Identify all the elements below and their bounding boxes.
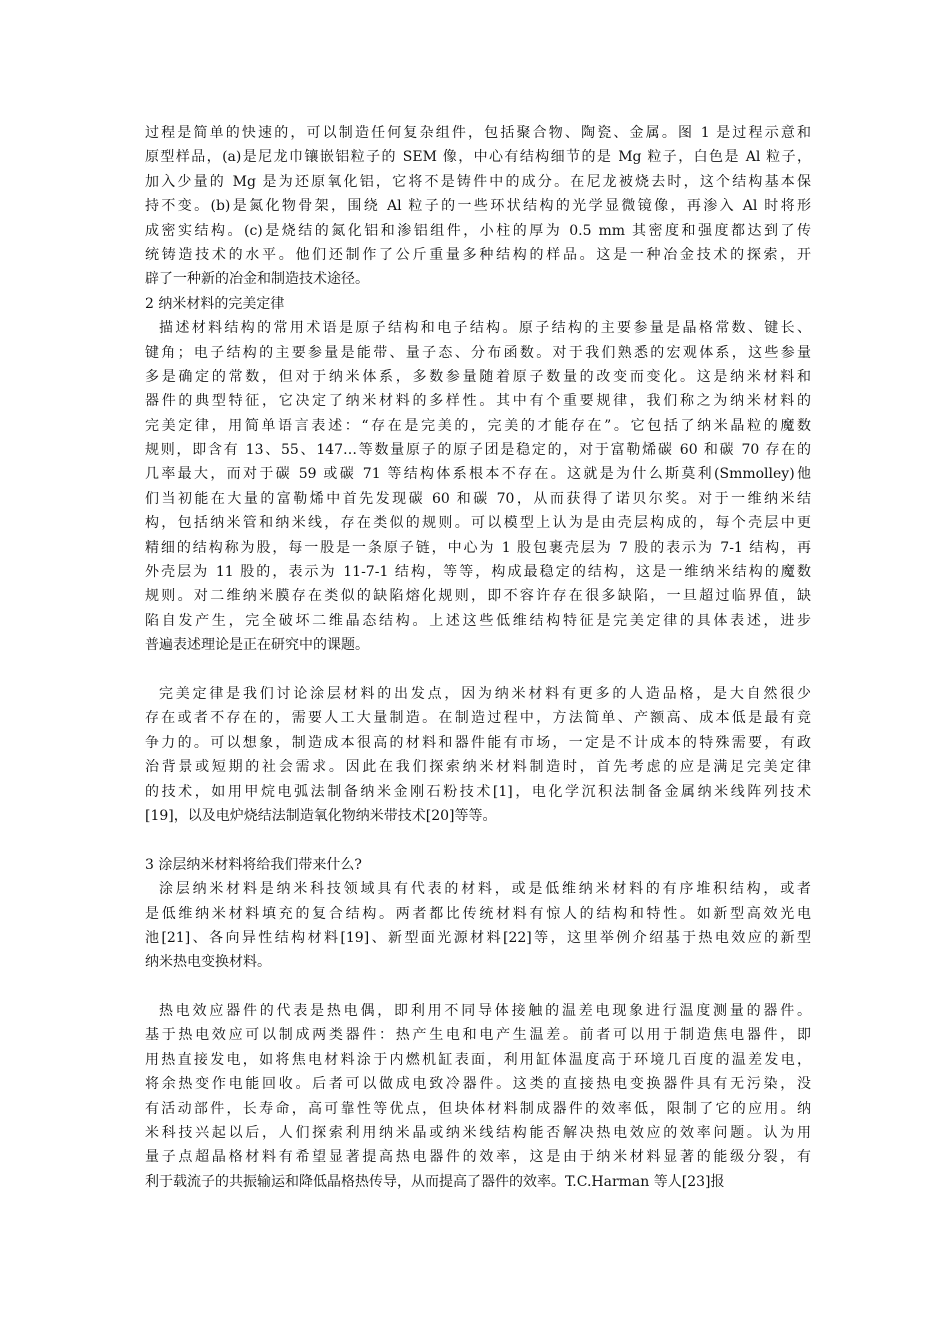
- text-line: 原型样品，(a)是尼龙巾镶嵌铝粒子的 SEM 像，中心有结构细节的是 Mg 粒子，白色是 Al 粒子，: [145, 149, 811, 166]
- text-line: 用热直接发电，如将焦电材料涂于内燃机缸表面，利用缸体温度高于环境几百度的温差发电，: [145, 1051, 811, 1068]
- text-line: 热电效应器件的代表是热电偶，即利用不同导体接触的温差电现象进行温度测量的器件。: [159, 1003, 811, 1020]
- text-line: 涂层纳米材料是纳米科技领域具有代表的材料，或是低维纳米材料的有序堆积结构，或者: [159, 881, 811, 898]
- paragraph: [145, 121, 811, 292]
- section-heading: 2 纳米材料的完美定律: [145, 295, 285, 312]
- text-line: 规则，即含有 13、55、147…等数量原子的原子团是稳定的，对于富勒烯碳 60 和碳 70 存在的: [145, 442, 811, 459]
- paragraph: [145, 682, 811, 828]
- paragraph-spacer: [145, 828, 811, 852]
- text-line: 治背景或短期的社会需求。因此在我们探索纳米材料制造时，首先考虑的应是满足完美定律: [145, 759, 811, 776]
- text-line: 争力的。可以想象，制造成本很高的材料和器件能有市场，一定是不计成本的特殊需要，有政: [145, 734, 811, 751]
- paragraph-spacer: [145, 658, 811, 682]
- text-line: 器件的典型特征，它决定了纳米材料的多样性。其中有个重要规律，我们称之为纳米材料的: [145, 393, 811, 410]
- paragraph-spacer: [145, 975, 811, 999]
- text-line: 有活动部件，长寿命，高可靠性等优点，但块体材料制成器件的效率低，限制了它的应用。纳: [145, 1100, 811, 1117]
- text-line: 纳米热电变换材料。: [145, 954, 271, 971]
- text-line: 外壳层为 11 股的，表示为 11-7-1 结构，等等，构成最稳定的结构，这是一维纳米结构的魔数: [145, 564, 811, 581]
- text-line: 描述材料结构的常用术语是原子结构和电子结构。原子结构的主要参量是晶格常数、键长、: [159, 320, 811, 337]
- text-line: 普遍表述理论是正在研究中的课题。: [145, 637, 369, 654]
- text-line: 的技术，如用甲烷电弧法制备纳米金刚石粉技术[1]，电化学沉积法制备金属纳米线阵列技术: [145, 783, 811, 800]
- text-line: 完美定律，用简单语言表述：“存在是完美的，完美的才能存在”。它包括了纳米晶粒的魔数: [145, 417, 811, 434]
- text-line: 几率最大，而对于碳 59 或碳 71 等结构体系根本不存在。这就是为什么斯莫利(Smmolley)他: [145, 466, 811, 483]
- text-line: 规则。对二维纳米膜存在类似的缺陷熔化规则，即不容许存在很多缺陷，一旦超过临界值，缺: [145, 588, 811, 605]
- text-line: 持不变。(b)是氮化物骨架，围绕 Al 粒子的一些环状结构的光学显微镜像，再渗入 Al 时将形: [145, 198, 811, 215]
- section-heading: 3 涂层纳米材料将给我们带来什么?: [145, 856, 362, 873]
- text-line: 池[21]、各向异性结构材料[19]、新型面光源材料[22]等，这里举例介绍基于热电效应的新型: [145, 929, 811, 946]
- text-line: 将余热变作电能回收。后者可以做成电致冷器件。这类的直接热电变换器件具有无污染，没: [145, 1076, 811, 1093]
- text-line: [19]，以及电炉烧结法制造氧化物纳米带技术[20]等等。: [145, 807, 497, 824]
- text-line: 量子点超晶格材料有希望显著提高热电器件的效率，这是由于纳米材料显著的能级分裂，有: [145, 1149, 811, 1166]
- text-line: 是低维纳米材料填充的复合结构。两者都比传统材料有惊人的结构和特性。如新型高效光电: [145, 905, 811, 922]
- text-line: 统铸造技术的水平。他们还制作了公斤重量多种结构的样品。这是一种冶金技术的探索，开: [145, 246, 811, 263]
- text-line: 过程是简单的快速的，可以制造任何复杂组件，包括聚合物、陶瓷、金属。图 1 是过程示意和: [145, 125, 811, 141]
- text-line: 辟了一种新的冶金和制造技术途径。: [145, 271, 369, 288]
- text-line: 精细的结构称为股，每一股是一条原子链，中心为 1 股包裹壳层为 7 股的表示为 7-1 结构，再: [145, 539, 811, 556]
- text-line: 构，包括纳米管和纳米线，存在类似的规则。可以模型上认为是由壳层构成的，每个壳层中更: [145, 515, 811, 532]
- text-line: 米科技兴起以后，人们探索利用纳米晶或纳米线结构能否解决热电效应的效率问题。认为用: [145, 1125, 811, 1142]
- text-line: 陷自发产生，完全破坏二维晶态结构。上述这些低维结构特征是完美定律的具体表述，进步: [145, 612, 811, 629]
- text-line: 们当初能在大量的富勒烯中首先发现碳 60 和碳 70，从而获得了诺贝尔奖。对于一维纳米结: [145, 490, 811, 507]
- paragraph: [145, 316, 811, 657]
- text-line: 成密实结构。(c)是烧结的氮化铝和渗铝组件，小柱的厚为 0.5 mm 其密度和强度都达到了传: [145, 222, 811, 239]
- text-line: 完美定律是我们讨论涂层材料的出发点，因为纳米材料有更多的人造品格，是大自然很少: [159, 685, 811, 702]
- text-line: 加入少量的 Mg 是为还原氧化铝，它将不是铸件中的成分。在尼龙被烧去时，这个结构基本保: [145, 173, 811, 190]
- text-line: 多是确定的常数，但对于纳米体系，多数参量随着原子数量的改变而变化。这是纳米材料和: [145, 368, 811, 385]
- text-line: 利于载流子的共振输运和降低晶格热传导，从而提高了器件的效率。T.C.Harman 等人[23]报: [145, 1173, 725, 1190]
- paragraph: [145, 877, 811, 975]
- text-line: 基于热电效应可以制成两类器件：热产生电和电产生温差。前者可以用于制造焦电器件，即: [145, 1027, 811, 1044]
- paragraph: [145, 999, 811, 1194]
- text-line: 存在或者不存在的，需要人工大量制造。在制造过程中，方法简单、产额高、成本低是最有竞: [145, 710, 811, 727]
- document-body: [145, 121, 811, 1194]
- text-line: 键角；电子结构的主要参量是能带、量子态、分布函数。对于我们熟悉的宏观体系，这些参量: [145, 344, 811, 361]
